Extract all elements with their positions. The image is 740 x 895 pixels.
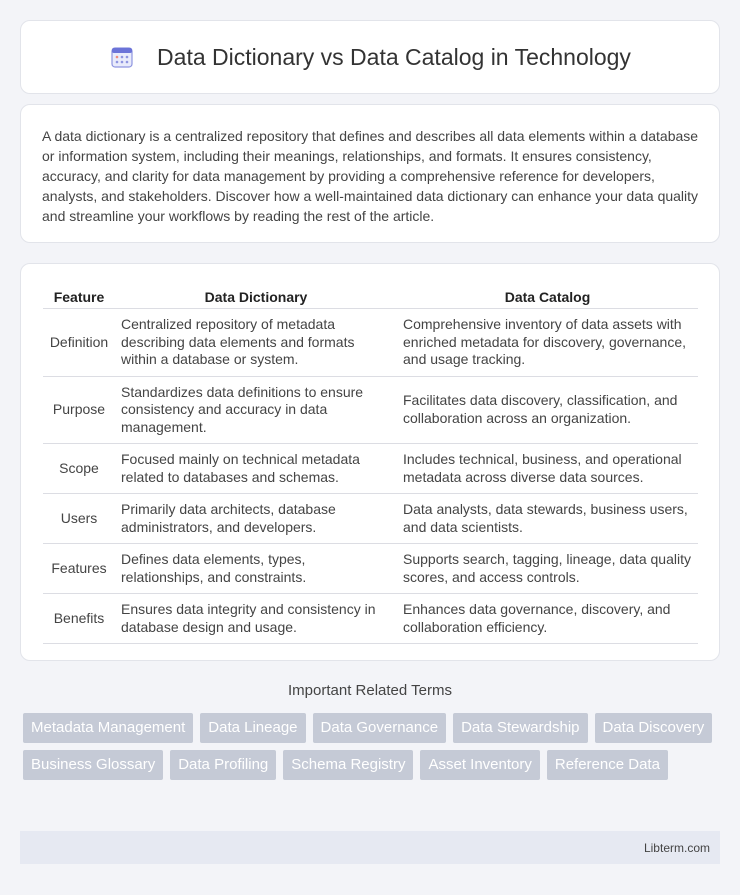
comparison-table-card (20, 263, 720, 661)
column-header-data-dictionary: Data Dictionary (115, 286, 397, 309)
tag-data-governance[interactable]: Data Governance (313, 713, 447, 743)
related-terms-title: Important Related Terms (288, 682, 452, 699)
intro-card (20, 104, 720, 243)
tag-data-discovery[interactable]: Data Discovery (595, 713, 713, 743)
tag-data-lineage[interactable]: Data Lineage (200, 713, 305, 743)
table-row (43, 594, 698, 644)
tag-business-glossary[interactable]: Business Glossary (23, 750, 163, 780)
column-header-data-catalog: Data Catalog (397, 286, 698, 309)
table-row (43, 376, 698, 444)
footer-site-name[interactable]: Libterm.com (643, 840, 710, 855)
tag-reference-data[interactable]: Reference Data (547, 750, 668, 780)
table-row (43, 444, 698, 494)
header-card (20, 20, 720, 94)
feature-cell: Users (43, 494, 115, 544)
catalog-cell: Enhances data governance, discovery, and collaboration efficiency. (397, 594, 698, 644)
feature-cell: Definition (43, 309, 115, 377)
intro-paragraph: A data dictionary is a centralized repository that defines and describes all data elements within a database or information system, including their meanings, relationships, and formats. It ensures consistency, accuracy, and clarity for data management by providing a comprehensive reference for developers, analysts, and stakeholders. Discover how a well-maintained data dictionary can enhance your data quality and streamline your workflows by reading the rest of the article. (42, 128, 699, 224)
dictionary-cell: Centralized repository of metadata describing data elements and formats within a database or system. (115, 309, 397, 377)
column-header-feature: Feature (43, 286, 115, 309)
table-row (43, 544, 698, 594)
tag-schema-registry[interactable]: Schema Registry (283, 750, 413, 780)
catalog-cell: Data analysts, data stewards, business users, and data scientists. (397, 494, 698, 544)
page-title: Data Dictionary vs Data Catalog in Technology (157, 43, 631, 70)
dictionary-cell: Focused mainly on technical metadata related to databases and schemas. (115, 444, 397, 494)
feature-cell: Benefits (43, 594, 115, 644)
table-header-row (43, 286, 698, 309)
dictionary-cell: Standardizes data definitions to ensure consistency and accuracy in data management. (115, 376, 397, 444)
catalog-cell: Comprehensive inventory of data assets with enriched metadata for discovery, governance, and usage tracking. (397, 309, 698, 377)
feature-cell: Scope (43, 444, 115, 494)
dictionary-cell: Primarily data architects, database administrators, and developers. (115, 494, 397, 544)
calendar-icon (109, 44, 135, 70)
catalog-cell: Facilitates data discovery, classification, and collaboration across an organization. (397, 376, 698, 444)
tag-asset-inventory[interactable]: Asset Inventory (420, 750, 539, 780)
tag-metadata-management[interactable]: Metadata Management (23, 713, 193, 743)
comparison-table (43, 286, 698, 644)
tag-data-profiling[interactable]: Data Profiling (170, 750, 276, 780)
related-terms-tags (23, 713, 723, 780)
footer (20, 831, 720, 864)
feature-cell: Features (43, 544, 115, 594)
dictionary-cell: Ensures data integrity and consistency in database design and usage. (115, 594, 397, 644)
catalog-cell: Supports search, tagging, lineage, data quality scores, and access controls. (397, 544, 698, 594)
table-row (43, 494, 698, 544)
tag-data-stewardship[interactable]: Data Stewardship (453, 713, 587, 743)
table-row (43, 309, 698, 377)
feature-cell: Purpose (43, 376, 115, 444)
dictionary-cell: Defines data elements, types, relationships, and constraints. (115, 544, 397, 594)
catalog-cell: Includes technical, business, and operational metadata across diverse data sources. (397, 444, 698, 494)
